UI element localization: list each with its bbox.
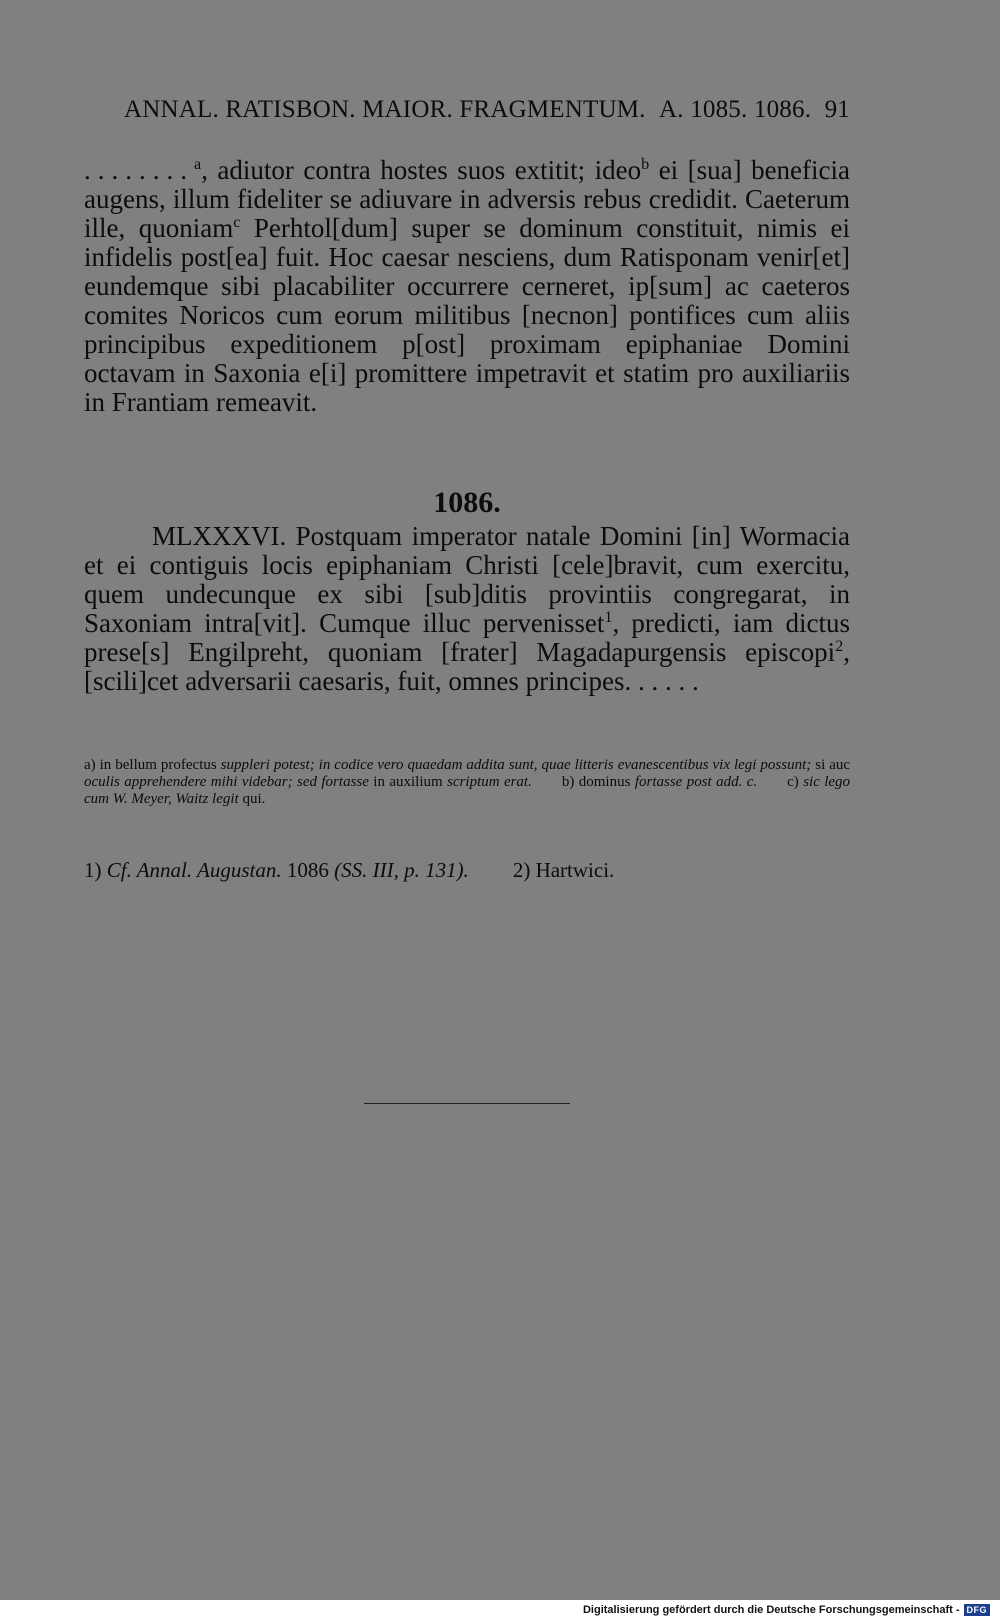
note-marker-a: a bbox=[194, 155, 202, 173]
footnote-1-label: 1) bbox=[84, 858, 102, 882]
footnotes bbox=[84, 858, 850, 883]
note-a-text-3: si auc bbox=[815, 757, 851, 773]
note-c-text-1: sic lego cum W. Meyer, Waitz legit bbox=[84, 774, 851, 807]
note-a-label: a) bbox=[84, 757, 96, 773]
paragraph-1086 bbox=[84, 522, 850, 696]
paragraph-1086-text-a: MLXXXVI. Postquam imperator natale Domini [in] Wormacia et ei contiguis locis epiphaniam Christi [cele]bravit, cum exercitu, quem undecunque ex sibi [sub]ditis provintiis congregarat, in Saxoniam intra[vit]. Cumque illuc pervenisset bbox=[84, 521, 850, 638]
paragraph-1086-text-b: , predicti, iam dictus prese[s] Engilpreht, quoniam [frater] Magadapurgensis episcopi bbox=[84, 608, 850, 667]
lacuna-dots: ........ bbox=[84, 155, 194, 185]
running-head-years: A. 1085. 1086. bbox=[659, 96, 812, 123]
year-heading: 1086. bbox=[433, 486, 501, 519]
digitization-text: Digitalisierung gefördert durch die Deutsche Forschungsgemeinschaft - bbox=[582, 1604, 960, 1616]
footnote-2-label: 2) bbox=[512, 858, 531, 882]
running-head-title: ANNAL. RATISBON. MAIOR. FRAGMENTUM. bbox=[124, 96, 646, 123]
paragraph-1086-text-c: , [scili]cet adversarii caesaris, fuit, omnes principes. . . . . . bbox=[84, 637, 850, 696]
note-c-label: c) bbox=[787, 774, 799, 790]
note-a-text-2: suppleri potest; in codice vero quaedam addita sunt, quae litteris evanescentibus vix legi possunt; bbox=[220, 757, 812, 773]
footnote-1 bbox=[84, 858, 469, 882]
paragraph-1085-text-b: ei [sua] beneficia augens, illum fideliter se adiuvare in adversis rebus credidit. Caeterum ille, quoniam bbox=[84, 155, 851, 243]
end-rule bbox=[364, 1103, 570, 1104]
paragraph-1085 bbox=[84, 156, 850, 417]
digitization-credit bbox=[583, 1602, 990, 1618]
note-a-text-4: oculis apprehendere mihi videbar; sed fortasse bbox=[84, 774, 369, 790]
footnote-marker-2: 2 bbox=[835, 637, 844, 655]
footnote-1-year: 1086 bbox=[286, 858, 329, 882]
dfg-logo: DFG bbox=[964, 1604, 991, 1616]
note-b-text-2: fortasse post add. c. bbox=[634, 774, 758, 790]
footnote-2 bbox=[513, 858, 614, 882]
critical-apparatus bbox=[84, 757, 850, 808]
note-c-text-2: qui. bbox=[242, 791, 266, 807]
paragraph-1085-text-c: Perhtol[dum] super se dominum constituit, nimis ei infidelis post[ea] fuit. Hoc caesar nesciens, dum Ratisponam venir[et] eundemque sibi placabiliter occurrere cerneret, ip[sum] ac caeteros comites Noricos cum eorum militibus [necnon] pontifices cum aliis principibus expeditionem p[ost] proximam epiphaniae Domini octavam in Saxonia e[i] promittere impetravit et statim pro auxiliariis in Frantiam remeavit. bbox=[84, 213, 850, 417]
page-number: 91 bbox=[824, 96, 850, 123]
footnote-1-ref: (SS. III, p. 131). bbox=[334, 858, 469, 882]
note-marker-b: b bbox=[641, 155, 650, 173]
note-marker-c: c bbox=[233, 213, 241, 231]
footnote-1-cf: Cf. Annal. Augustan. bbox=[106, 858, 282, 882]
note-a-text-5: in auxilium bbox=[373, 774, 443, 790]
note-b-label: b) bbox=[561, 774, 575, 790]
note-a-text-6: scriptum erat. bbox=[447, 774, 532, 790]
note-b-text-1: dominus bbox=[578, 774, 631, 790]
running-head bbox=[124, 96, 850, 124]
note-a-text-1: in bellum profectus bbox=[99, 757, 217, 773]
footnote-marker-1: 1 bbox=[604, 608, 613, 626]
paragraph-1085-text-a: , adiutor contra hostes suos extitit; ideo bbox=[201, 155, 642, 185]
footnote-2-text: Hartwici. bbox=[535, 858, 615, 882]
